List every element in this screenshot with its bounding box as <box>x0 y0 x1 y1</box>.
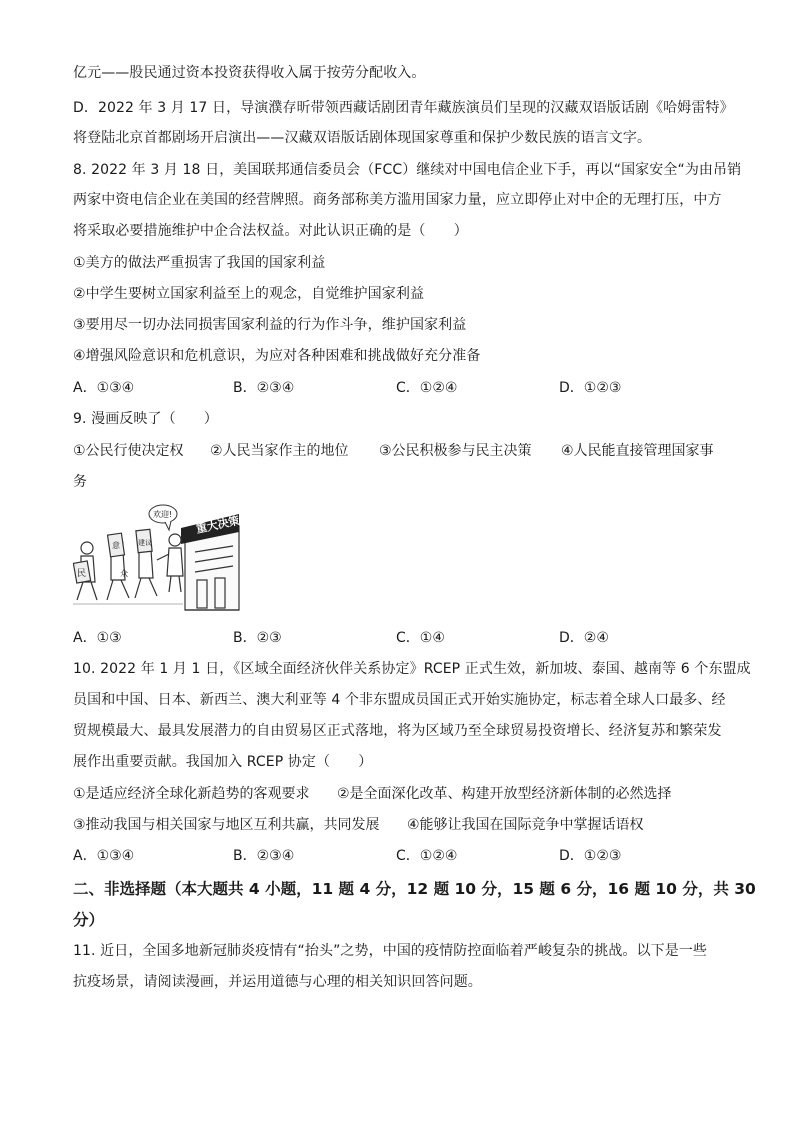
speech-bubble <box>149 505 177 530</box>
speech-text: 欢迎! <box>153 510 173 519</box>
citizen-tag-1: 民 <box>77 569 87 579</box>
q10-stem-line1: 10. 2022 年 1 月 1 日，《区域全面经济伙伴关系协定》RCEP 正式生效，新加坡、泰国、越南等 6 个东盟成 <box>73 661 751 677</box>
q8-stem-line3: 将采取必要措施维护中企合法权益。对此认识正确的是（ ） <box>73 223 468 239</box>
q8-option-b[interactable]: B．②③④ <box>233 380 295 396</box>
q8-statement-1: ①美方的做法严重损害了我国的国家利益 <box>73 255 326 271</box>
q10-statement-4: ④能够让我国在国际竞争中掌握话语权 <box>407 817 644 833</box>
q8-option-c[interactable]: C．①②④ <box>396 380 458 396</box>
q8-option-a[interactable]: A．①③④ <box>73 380 135 396</box>
q10-option-d[interactable]: D．①②③ <box>559 848 622 864</box>
section-2-heading-line2: 分） <box>73 911 105 929</box>
q9-statement-1: ①公民行使决定权 <box>73 443 184 459</box>
q9-statement-3: ③公民积极参与民主决策 <box>379 443 532 459</box>
citizen-tag-3: 建议 <box>138 539 152 547</box>
q9-statement-4: ④人民能直接管理国家事 <box>561 443 714 459</box>
q10-statement-2: ②是全面深化改革、构建开放型经济新体制的必然选择 <box>337 786 672 802</box>
q10-statement-3: ③推动我国与相关国家与地区互利共赢，共同发展 <box>73 817 380 833</box>
q9-statements <box>73 441 733 461</box>
q8-option-d[interactable]: D．①②③ <box>559 380 622 396</box>
q8-options <box>73 378 733 398</box>
q10-statement-1: ①是适应经济全球化新趋势的客观要求 <box>73 786 310 802</box>
q9-statement-4-continuation: 务 <box>73 474 88 490</box>
q8-statement-4: ④增强风险意识和危机意识，为应对各种困难和挑战做好充分准备 <box>73 348 481 364</box>
q10-stem-line3: 贸规模最大、最具发展潜力的自由贸易区正式落地，将为区域乃至全球贸易投资增长、经济复苏和繁荣发 <box>73 723 722 739</box>
q9-option-a[interactable]: A．①③ <box>73 630 122 646</box>
q10-statements-row1 <box>73 784 733 804</box>
q9-option-d[interactable]: D．②④ <box>559 630 609 646</box>
q7-option-d-line1: D．2022 年 3 月 17 日，导演濮存昕带领西藏话剧团青年藏族演员们呈现的汉藏双语版话剧《哈姆雷特》 <box>73 100 734 116</box>
q9-stem: 9. 漫画反映了（ ） <box>73 411 219 427</box>
q9-options <box>73 628 733 648</box>
q11-stem-line2: 抗疫场景，请阅读漫画，并运用道德与心理的相关知识回答问题。 <box>73 974 482 990</box>
q9-statement-2: ②人民当家作主的地位 <box>210 443 349 459</box>
q11-stem-line1: 11. 近日，全国多地新冠肺炎疫情有“抬头”之势，中国的疫情防控面临着严峻复杂的挑战。以下是一些 <box>73 943 708 959</box>
q10-stem-line2: 员国和中国、日本、新西兰、澳大利亚等 4 个非东盟成员国正式开始实施协定，标志着全球人口最多、经 <box>73 692 726 708</box>
q8-statement-2: ②中学生要树立国家利益至上的观念，自觉维护国家利益 <box>73 286 425 302</box>
q10-options <box>73 846 733 866</box>
q10-option-a[interactable]: A．①③④ <box>73 848 135 864</box>
q8-stem-line2: 两家中资电信企业在美国的经营牌照。商务部称美方滥用国家力量，应立即停止对中企的无理打压，中方 <box>73 192 722 208</box>
q10-statements-row2 <box>73 815 733 835</box>
q10-stem-line4: 展作出重要贡献。我国加入 RCEP 协定（ ） <box>73 754 373 770</box>
q10-option-b[interactable]: B．②③④ <box>233 848 295 864</box>
q9-option-c[interactable]: C．①④ <box>396 630 445 646</box>
official-figure <box>157 534 183 592</box>
section-2-heading-line1: 二、非选择题（本大题共 4 小题，11 题 4 分，12 题 10 分，15 题 6 分，16 题 10 分，共 30 <box>73 880 756 898</box>
q9-cartoon <box>73 500 241 612</box>
q9-option-b[interactable]: B．②③ <box>233 630 282 646</box>
sign-text: 重大决策 <box>194 514 241 536</box>
citizen-tag-2: 意 <box>112 541 120 550</box>
q7-option-d-line2: 将登陆北京首都剧场开启演出——汉藏双语版话剧体现国家尊重和保护少数民族的语言文字。 <box>73 130 652 146</box>
q7-option-c-continuation: 亿元——股民通过资本投资获得收入属于按劳分配收入。 <box>73 65 426 81</box>
q8-statement-3: ③要用尽一切办法同损害国家利益的行为作斗争，维护国家利益 <box>73 317 467 333</box>
citizen-tag-4: 众 <box>120 569 128 578</box>
q10-option-c[interactable]: C．①②④ <box>396 848 458 864</box>
q8-stem-line1: 8. 2022 年 3 月 18 日，美国联邦通信委员会（FCC）继续对中国电信企业下手，再以“国家安全“为由吊销 <box>73 162 742 178</box>
